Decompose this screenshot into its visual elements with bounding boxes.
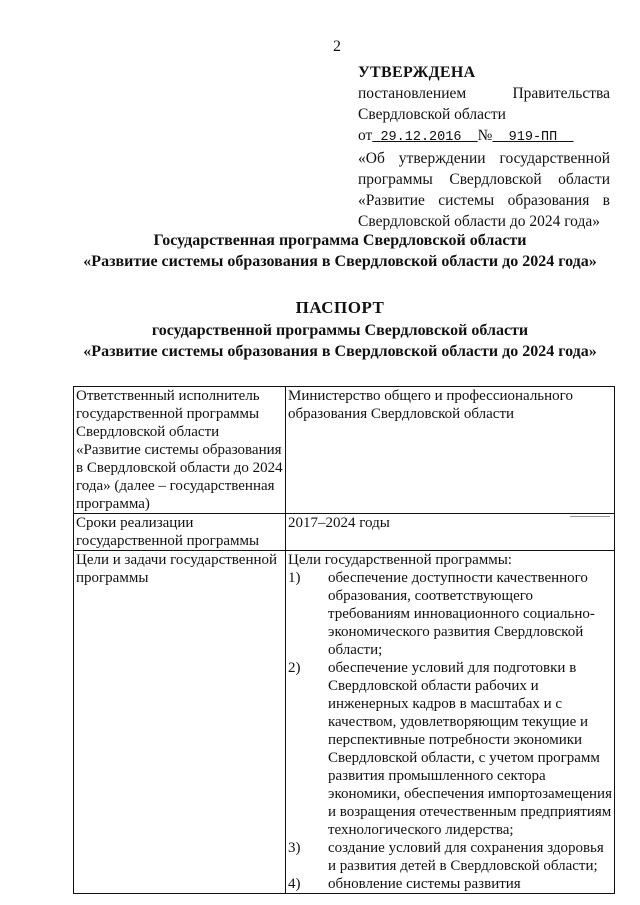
goals-intro: Цели государственной программы: [288,552,512,568]
approval-date-line: от 29.12.2016 № 919-ПП [358,125,610,148]
page-number: 2 [333,38,341,55]
approval-line-4: «Об утверждении государственной [358,150,610,167]
approval-line-2: Свердловской области [358,106,506,123]
approval-date: 29.12.2016 [380,130,462,145]
approval-number: 919-ПП [508,130,558,145]
approval-block [358,62,610,232]
passport-subtitle: государственной программы Свердловской области «Развитие системы образования в Свердловской области до 2024 года» [83,322,597,360]
row-value-goals [286,551,615,894]
goal-item: 1) обеспечение доступности качественного образования, соответствующего требованиям инновационного социально-экономического развития Свердловской области; [288,570,595,658]
goal-item: 2) обеспечение условий для подготовки в Свердловской области рабочих и инженерных кадров в масштабах и с качеством, удовлетворяющим текущие и перспективные потребности экономики Свердловской области, с учетом программ развития промышленного сектора экономики, обеспечения импортозамещения и возращения отечественным предприятиям технологического лидерства; [288,660,612,838]
table-row [74,387,615,514]
row-value-period: 2017–2024 годы [286,514,615,551]
table-row [74,551,615,894]
goal-item: 3) создание условий для сохранения здоровья и развития детей в Свердловской области; [288,840,604,874]
passport-table [73,386,615,894]
row-label-goals: Цели и задачи государственной программы [74,551,286,894]
table-row [74,514,615,551]
approval-line-5: программы Свердловской области [358,171,610,188]
approved-title: УТВЕРЖДЕНА [358,64,476,81]
approval-line-6: «Развитие системы образования в [358,192,610,209]
row-label-period: Сроки реализации государственной программы [74,514,286,551]
goal-item: 4) обновление системы развития [288,876,521,892]
row-value-responsible: Министерство общего и профессионального образования Свердловской области [286,387,615,514]
program-title: Государственная программа Свердловской области «Развитие системы образования в Свердловской области до 2024 года» [83,232,597,270]
approval-line-7: Свердловской области до 2024 года» [358,213,600,230]
approval-line-1: постановлением Правительства [358,85,610,102]
row-label-responsible: Ответственный исполнитель государственной программы Свердловской области «Развитие системы образования в Свердловской области до 2024 года» (далее – государственная программа) [74,387,286,514]
scan-mark [570,516,610,517]
passport-heading: ПАСПОРТ [295,298,385,317]
